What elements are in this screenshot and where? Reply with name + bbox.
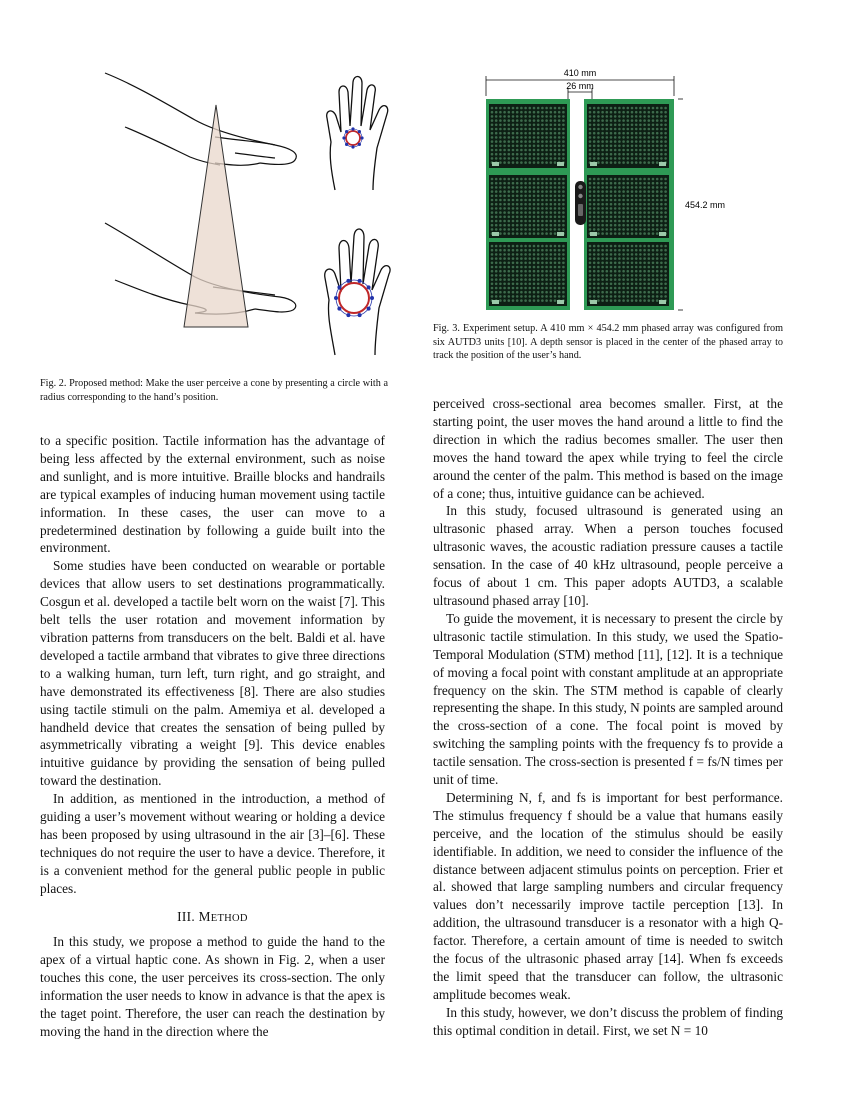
right-paragraph-4: Determining N, f, and fs is important for best performance. The stimulus frequency f should be a value that humans easily perceive, and the location of the stimulus should be easily identifiable. In addition, we need to consider the influence of the distance between adjacent stimulus points on perception. Frier et al. showed that large sampling numbers and circular frequency values don’t necessarily improve tactile perception [13]. In addition, the ultrasound transducer is a resonator with a high Q-factor. Therefore, a certain amount of time is needed to switch the focus of the ultrasonic phased array [14]. When fs exceeds the limit speed that the transducer can follow, the ultrasonic amplitude becomes weak. [433, 789, 783, 1002]
left-paragraph-3: In addition, as mentioned in the introduction, a method of guiding a user’s movement without wearing or holding a device has been proposed by using ultrasound in the air [3]–[6]. These techniques do not require the user to have a device. Therefore, it is a convenient method for the general public people in public places. [40, 791, 385, 896]
sampling-point [337, 307, 341, 311]
height-label: 454.2 mm [685, 200, 726, 210]
right-paragraph-1: perceived cross-sectional area becomes smaller. First, at the starting point, the user moves the hand around a little to find the direction in which the radius becomes smaller. The user then moves the hand toward the apex while trying to feel the circle around the center of the palm. This method is based on the image of a cone; thus, intuitive guidance can be achieved. [433, 396, 783, 501]
sampling-point [358, 279, 362, 283]
figure-2-caption: Fig. 2. Proposed method: Make the user perceive a cone by presenting a circle with a radius corresponding to the hand’s position. [40, 378, 388, 403]
sampling-point [345, 130, 348, 133]
sampling-point [346, 279, 350, 283]
height-dimension [678, 99, 683, 310]
sampling-point [358, 130, 361, 133]
sampling-point [367, 285, 371, 289]
sampling-point [370, 296, 374, 300]
sampling-point [351, 145, 354, 148]
section-heading-rest: ETHOD [210, 912, 248, 924]
right-paragraph-5: In this study, however, we don’t discuss the problem of finding this optimal condition in detail. First, we set N = 10 [433, 1004, 783, 1038]
sampling-point [367, 307, 371, 311]
left-paragraph-4: In this study, we propose a method to guide the hand to the apex of a virtual haptic cone. As shown in Fig. 2, when a user touches this cone, the user perceives its cross-section. The only information the user needs to know in advance is that the apex is the taget point. Therefore, the user can reach the destination by moving the hand in the direction where the [40, 934, 385, 1039]
right-paragraph-3: To guide the movement, it is necessary to present the circle by ultrasonic tactile stimulation. In this study, we used the Spatio-Temporal Modulation (STM) method [11], [12]. It is a technique of moving a focal point with constant amplitude at an appropriate frequency on the skin. The STM method is capable of clearly representing the shape. In this study, N points are sampled around the cross-section of a cone. The focal point is moved by switching the sampling points with the frequency fs to provide a tactile sensation. The cross-section is presented f = fs/N times per unit of time. [433, 610, 783, 788]
sampling-point [334, 296, 338, 300]
sampling-point [351, 127, 354, 130]
virtual-cone [184, 105, 248, 327]
gap-label: 26 mm [566, 81, 594, 91]
section-heading-number: III. M [177, 908, 211, 924]
upper-hand-side-view [105, 73, 296, 165]
section-heading-method [40, 908, 385, 928]
right-paragraph-2: In this study, focused ultrasound is generated using an ultrasonic phased array. When a person touches focused ultrasonic waves, the acoustic radiation pressure causes a tactile sensation. In the case of 40 kHz ultrasound, people perceive a focus of about 1 cm. This paper adopts AUTD3, a scalable ultrasound phased array [10]. [433, 503, 783, 608]
sampling-point [358, 313, 362, 317]
left-paragraph-1: to a specific position. Tactile information has the advantage of being less affected by the external environment, such as noise and sunlight, and is more intuitive. Braille blocks and handrails are typical examples of inducing human movement using tactile information. In these cases, the user can move to a predetermined destination by following a guide built into the environment. [40, 433, 385, 556]
left-paragraph-2: Some studies have been conducted on wearable or portable devices that allow users to set destinations programmatically. Cosgun et al. developed a tactile belt worn on the waist [7]. This belt tells the user rotation and movement information by vibration patterns from transducers on the belt. Baldi et al. have developed a tactile armband that vibrates to give three directions to a walking human, turn left, turn right, and go straight, and have demonstrated its effectiveness [8]. There are also studies using tactile stimuli on the palm. Amemiya et al. developed a handheld device that creates the sensation of being pulled by asymmetrically vibrating a weight [9]. This device enables intuitive guidance by providing the sensation of being pulled toward the destination. [40, 558, 385, 789]
sampling-point [337, 285, 341, 289]
width-label: 410 mm [563, 68, 597, 78]
right-column [433, 395, 783, 1040]
figure-2-illustration [95, 65, 405, 365]
sampling-point [345, 143, 348, 146]
depth-sensor [575, 181, 586, 225]
upper-palm-with-small-circle [327, 76, 388, 190]
figure-3-caption: Fig. 3. Experiment setup. A 410 mm × 454.2 mm phased array was configured from six AUTD3 units [10]. A depth sensor is placed in the center of the phased array to track the position of the user’s hand. [433, 323, 783, 362]
sampling-point [360, 136, 363, 139]
left-column [40, 432, 385, 1041]
lower-palm-with-large-circle [325, 229, 390, 355]
sampling-point [358, 143, 361, 146]
figure-3-phased-array [480, 66, 740, 316]
sampling-point [346, 313, 350, 317]
sampling-point [342, 136, 345, 139]
